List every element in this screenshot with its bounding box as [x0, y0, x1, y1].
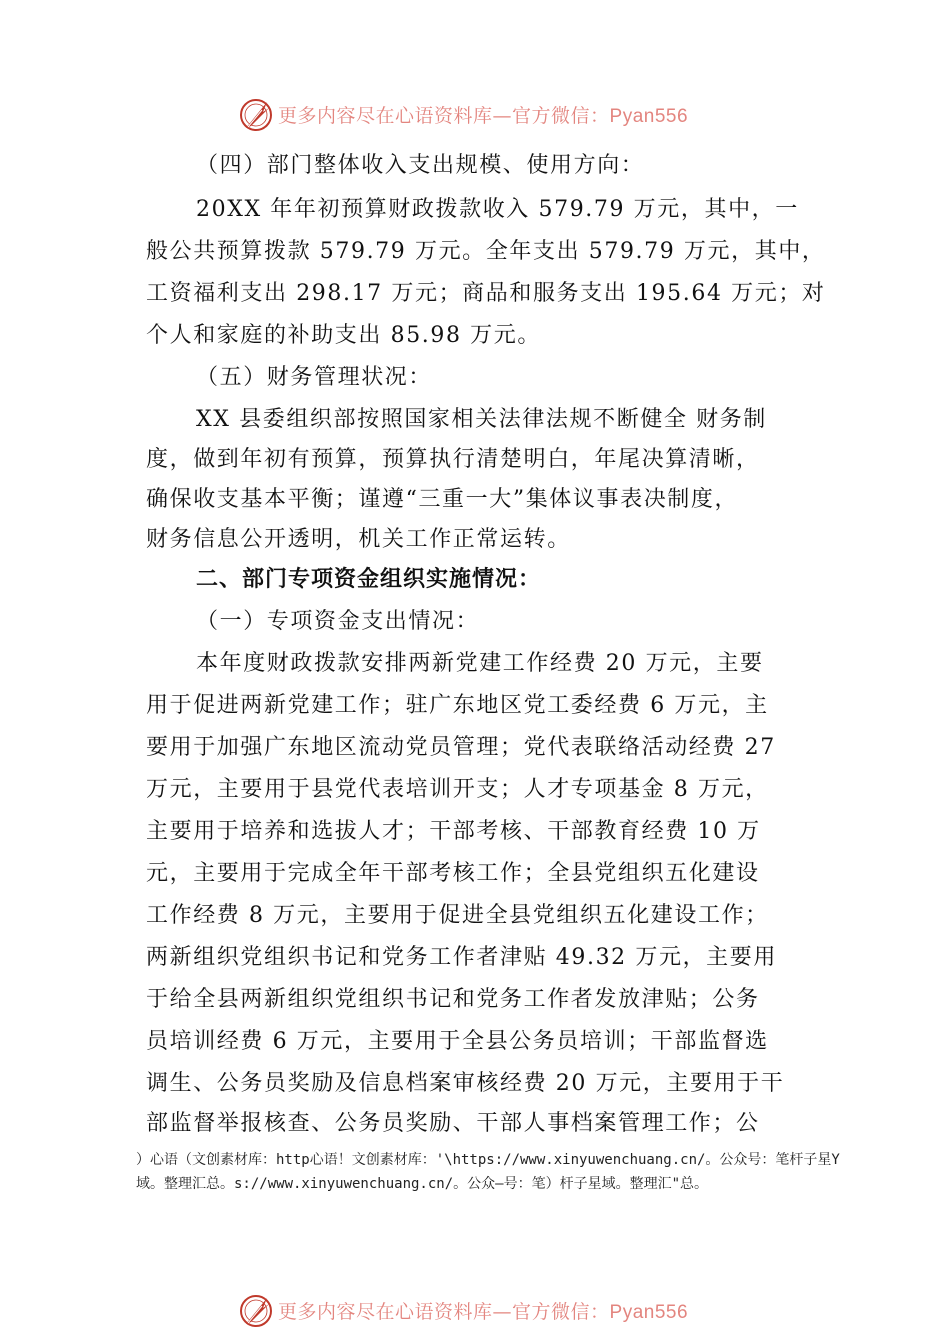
chapter-heading: 二、部门专项资金组织实施情况： [196, 567, 542, 592]
paragraph-line: 员培训经费 6 万元，主要用于全县公务员培训；干部监督选 [146, 1029, 769, 1054]
section-heading: （四）部门整体收入支出规模、使用方向： [196, 153, 645, 178]
paragraph-line: 工作经费 8 万元，主要用于促进全县党组织五化建设工作； [146, 903, 769, 928]
paragraph-line: 要用于加强广东地区流动党员管理；党代表联络活动经费 27 [146, 735, 776, 760]
banner-text: 更多内容尽在心语资料库—官方微信： [278, 104, 610, 127]
paragraph-line: 部监督举报核查、公务员奖励、干部人事档案管理工作；公 [146, 1111, 760, 1136]
paragraph-line: 本年度财政拨款安排两新党建工作经费 20 万元，主要 [196, 651, 764, 676]
paragraph-line: XX 县委组织部按照国家相关法律法规不断健全 财务制 [196, 407, 767, 432]
section-heading: （一）专项资金支出情况： [196, 609, 480, 634]
paragraph-line: 财务信息公开透明，机关工作正常运转。 [146, 527, 571, 552]
paragraph-line: 般公共预算拨款 579.79 万元。全年支出 579.79 万元，其中， [146, 239, 826, 264]
quill-pen-logo-icon [236, 1290, 276, 1330]
paragraph-line: 工资福利支出 298.17 万元；商品和服务支出 195.64 万元；对 [146, 281, 826, 306]
footer-banner [236, 1288, 756, 1332]
paragraph-line: 调生、公务员奖励及信息档案审核经费 20 万元，主要用于干 [146, 1071, 785, 1096]
paragraph-line: 度，做到年初有预算，预算执行清楚明白，年尾决算清晰， [146, 447, 760, 472]
paragraph-line: 万元，主要用于县党代表培训开支；人才专项基金 8 万元， [146, 777, 769, 802]
paragraph-line: 20XX 年年初预算财政拨款收入 579.79 万元，其中，一 [196, 197, 799, 222]
header-banner [236, 92, 756, 136]
banner-text: 更多内容尽在心语资料库—官方微信： [278, 1300, 610, 1323]
paragraph-line: 元，主要用于完成全年干部考核工作；全县党组织五化建设 [146, 861, 760, 886]
paragraph-line: 两新组织党组织书记和党务工作者津贴 49.32 万元，主要用 [146, 945, 777, 970]
banner-contact: Pyan556 [609, 1301, 689, 1323]
paragraph-line: 于给全县两新组织党组织书记和党务工作者发放津贴；公务 [146, 987, 760, 1012]
paragraph-line: 个人和家庭的补助支出 85.98 万元。 [146, 323, 541, 348]
paragraph-line: 确保收支基本平衡；谨遵“三重一大”集体议事表决制度， [146, 487, 739, 512]
paragraph-line: 用于促进两新党建工作；驻广东地区党工委经费 6 万元，主 [146, 693, 769, 718]
section-heading: （五）财务管理状况： [196, 365, 433, 390]
paragraph-line: 主要用于培养和选拔人才；干部考核、干部教育经费 10 万 [146, 819, 761, 844]
quill-pen-logo-icon [236, 94, 276, 134]
banner-contact: Pyan556 [609, 105, 689, 127]
footnote-watermark: ）心语（文创素材库：http心语！文创素材库：'\https://www.xinyuwenchuang.cn/。公众号：笔杆子星Y域。整理汇总。s://www.xinyuwenchuang.cn/。公众—号：笔）杆子星域。整理汇"总。 [136, 1152, 840, 1192]
